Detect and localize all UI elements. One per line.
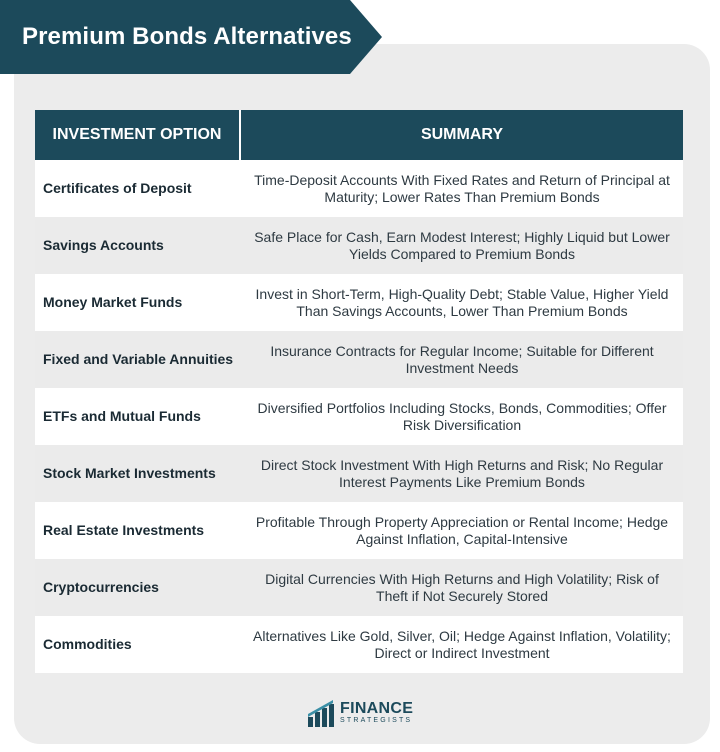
table-row [35, 445, 683, 502]
option-cell: ETFs and Mutual Funds [43, 408, 201, 424]
table-row [35, 160, 683, 217]
alternatives-table [35, 110, 683, 673]
summary-cell: Diversified Portfolios Including Stocks, Bonds, Commodities; Offer Risk Diversification [257, 399, 667, 433]
option-cell: Real Estate Investments [43, 522, 205, 538]
summary-cell: Safe Place for Cash, Earn Modest Interest; Highly Liquid but Lower Yields Compared to Premium Bonds [254, 228, 670, 262]
summary-cell: Profitable Through Property Appreciation or Rental Income; Hedge Against Inflation, Capital-Intensive [255, 513, 669, 547]
summary-cell: Insurance Contracts for Regular Income; Suitable for Different Investment Needs [270, 342, 654, 376]
logo-name: FINANCE [340, 700, 414, 717]
option-cell: Fixed and Variable Annuities [43, 351, 234, 367]
table-row [35, 616, 683, 673]
option-cell: Certificates of Deposit [43, 180, 192, 196]
option-cell: Money Market Funds [43, 294, 183, 310]
logo-wordmark [340, 701, 413, 725]
summary-cell: Direct Stock Investment With High Returns and Risk; No Regular Interest Payments Like Premium Bonds [260, 456, 664, 490]
summary-cell: Alternatives Like Gold, Silver, Oil; Hedge Against Inflation, Volatility; Direct or Indirect Investment [253, 627, 671, 661]
finance-strategists-logo [307, 698, 413, 728]
option-cell: Cryptocurrencies [43, 579, 159, 595]
column-header-summary: SUMMARY [420, 126, 504, 143]
table-row [35, 502, 683, 559]
logo-subtitle: STRATEGISTS [340, 717, 413, 724]
finance-strategists-logo-icon [307, 699, 337, 727]
table-row [35, 274, 683, 331]
summary-cell: Time-Deposit Accounts With Fixed Rates and Return of Principal at Maturity; Lower Rates Than Premium Bonds [254, 171, 670, 205]
title-banner [0, 0, 382, 74]
summary-cell: Invest in Short-Term, High-Quality Debt; Stable Value, Higher Yield Than Savings Accounts, Lower Than Premium Bonds [255, 285, 669, 319]
table-row [35, 217, 683, 274]
table-row [35, 559, 683, 616]
column-header-option: INVESTMENT OPTION [35, 110, 241, 160]
summary-cell: Digital Currencies With High Returns and High Volatility; Risk of Theft if Not Securely Stored [265, 570, 659, 604]
option-cell: Commodities [43, 636, 132, 652]
page-title: Premium Bonds Alternatives [22, 23, 352, 50]
option-cell: Savings Accounts [43, 237, 164, 253]
table-row [35, 388, 683, 445]
table-row [35, 331, 683, 388]
option-cell: Stock Market Investments [43, 465, 216, 481]
table-header [35, 110, 683, 160]
